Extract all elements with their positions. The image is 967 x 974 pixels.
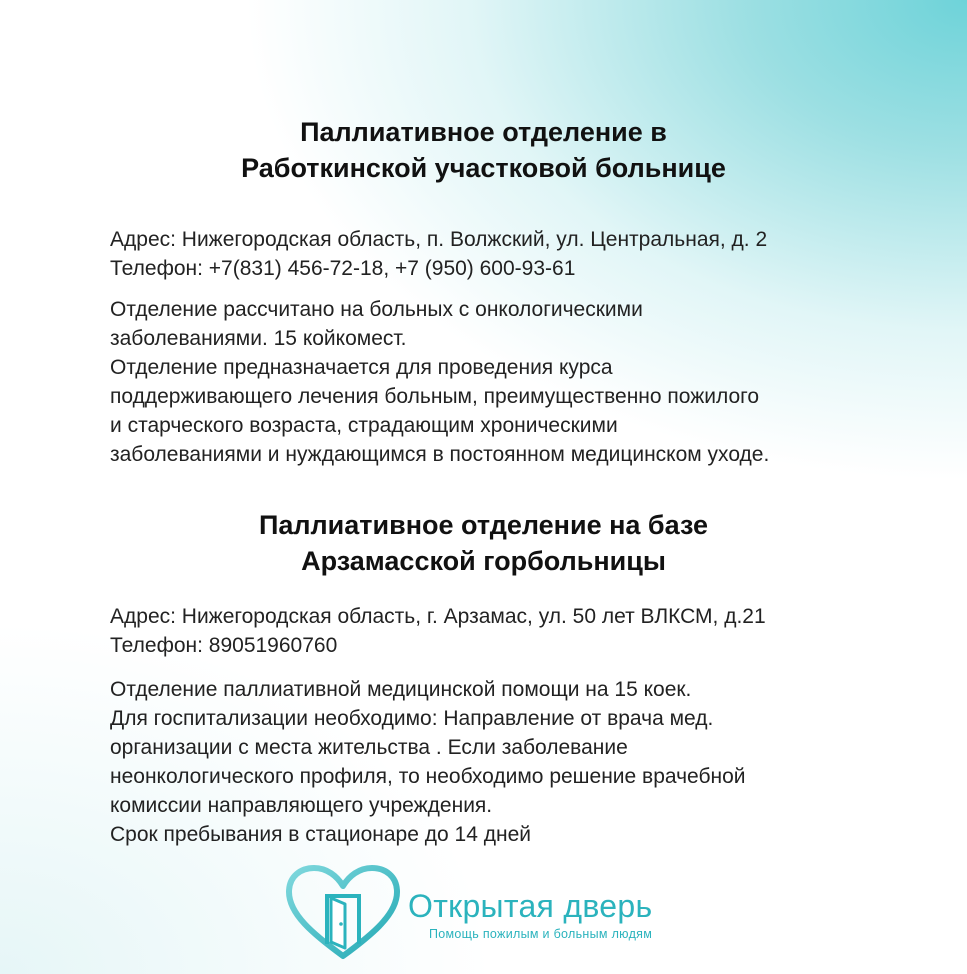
logo-title: Открытая дверь <box>408 888 653 924</box>
section2-desc-line-2: Для госпитализации необходимо: Направление от врача мед. <box>110 707 714 730</box>
section2-title-line-2: Арзамасской горбольницы <box>301 546 666 576</box>
section1-desc-line-5: и старческого возраста, страдающим хроническими <box>110 414 618 437</box>
section2-address: Адрес: Нижегородская область, г. Арзамас, ул. 50 лет ВЛКСМ, д.21 <box>110 605 766 628</box>
section2-title <box>0 507 967 579</box>
section2-desc-line-3: организации с места жительства . Если заболевание <box>110 736 628 759</box>
section2-title-line-1: Паллиативное отделение на базе <box>258 510 709 540</box>
section1-title <box>0 114 967 186</box>
brand-logo <box>283 862 703 962</box>
section1-desc-line-4: поддерживающего лечения больным, преимущественно пожилого <box>110 385 760 408</box>
section1-phone: Телефон: +7(831) 456-72-18, +7 (950) 600-93-61 <box>110 257 576 280</box>
section1-description <box>110 295 930 469</box>
section1-desc-line-6: заболеваниями и нуждающимся в постоянном медицинском уходе. <box>110 443 770 466</box>
section1-title-line-1: Паллиативное отделение в <box>300 117 667 147</box>
section1-desc-line-1: Отделение рассчитано на больных с онкологическими <box>110 298 643 321</box>
section2-desc-line-6: Срок пребывания в стационаре до 14 дней <box>110 823 531 846</box>
section2-contacts <box>110 602 930 660</box>
section2-desc-line-1: Отделение паллиативной медицинской помощи на 15 коек. <box>110 678 692 701</box>
section2-desc-line-5: комиссии направляющего учреждения. <box>110 794 493 817</box>
section2-desc-line-4: неонкологического профиля, то необходимо решение врачебной <box>110 765 746 788</box>
heart-door-icon <box>283 862 403 962</box>
section1-desc-line-3: Отделение предназначается для проведения курса <box>110 356 613 379</box>
section1-address: Адрес: Нижегородская область, п. Волжский, ул. Центральная, д. 2 <box>110 228 768 251</box>
section1-title-line-2: Работкинской участковой больнице <box>241 153 726 183</box>
section1-contacts <box>110 225 930 283</box>
section2-phone: Телефон: 89051960760 <box>110 634 338 657</box>
section2-description <box>110 675 930 849</box>
logo-tagline: Помощь пожилым и больным людям <box>429 927 653 941</box>
section1-desc-line-2: заболеваниями. 15 койкомест. <box>110 327 407 350</box>
